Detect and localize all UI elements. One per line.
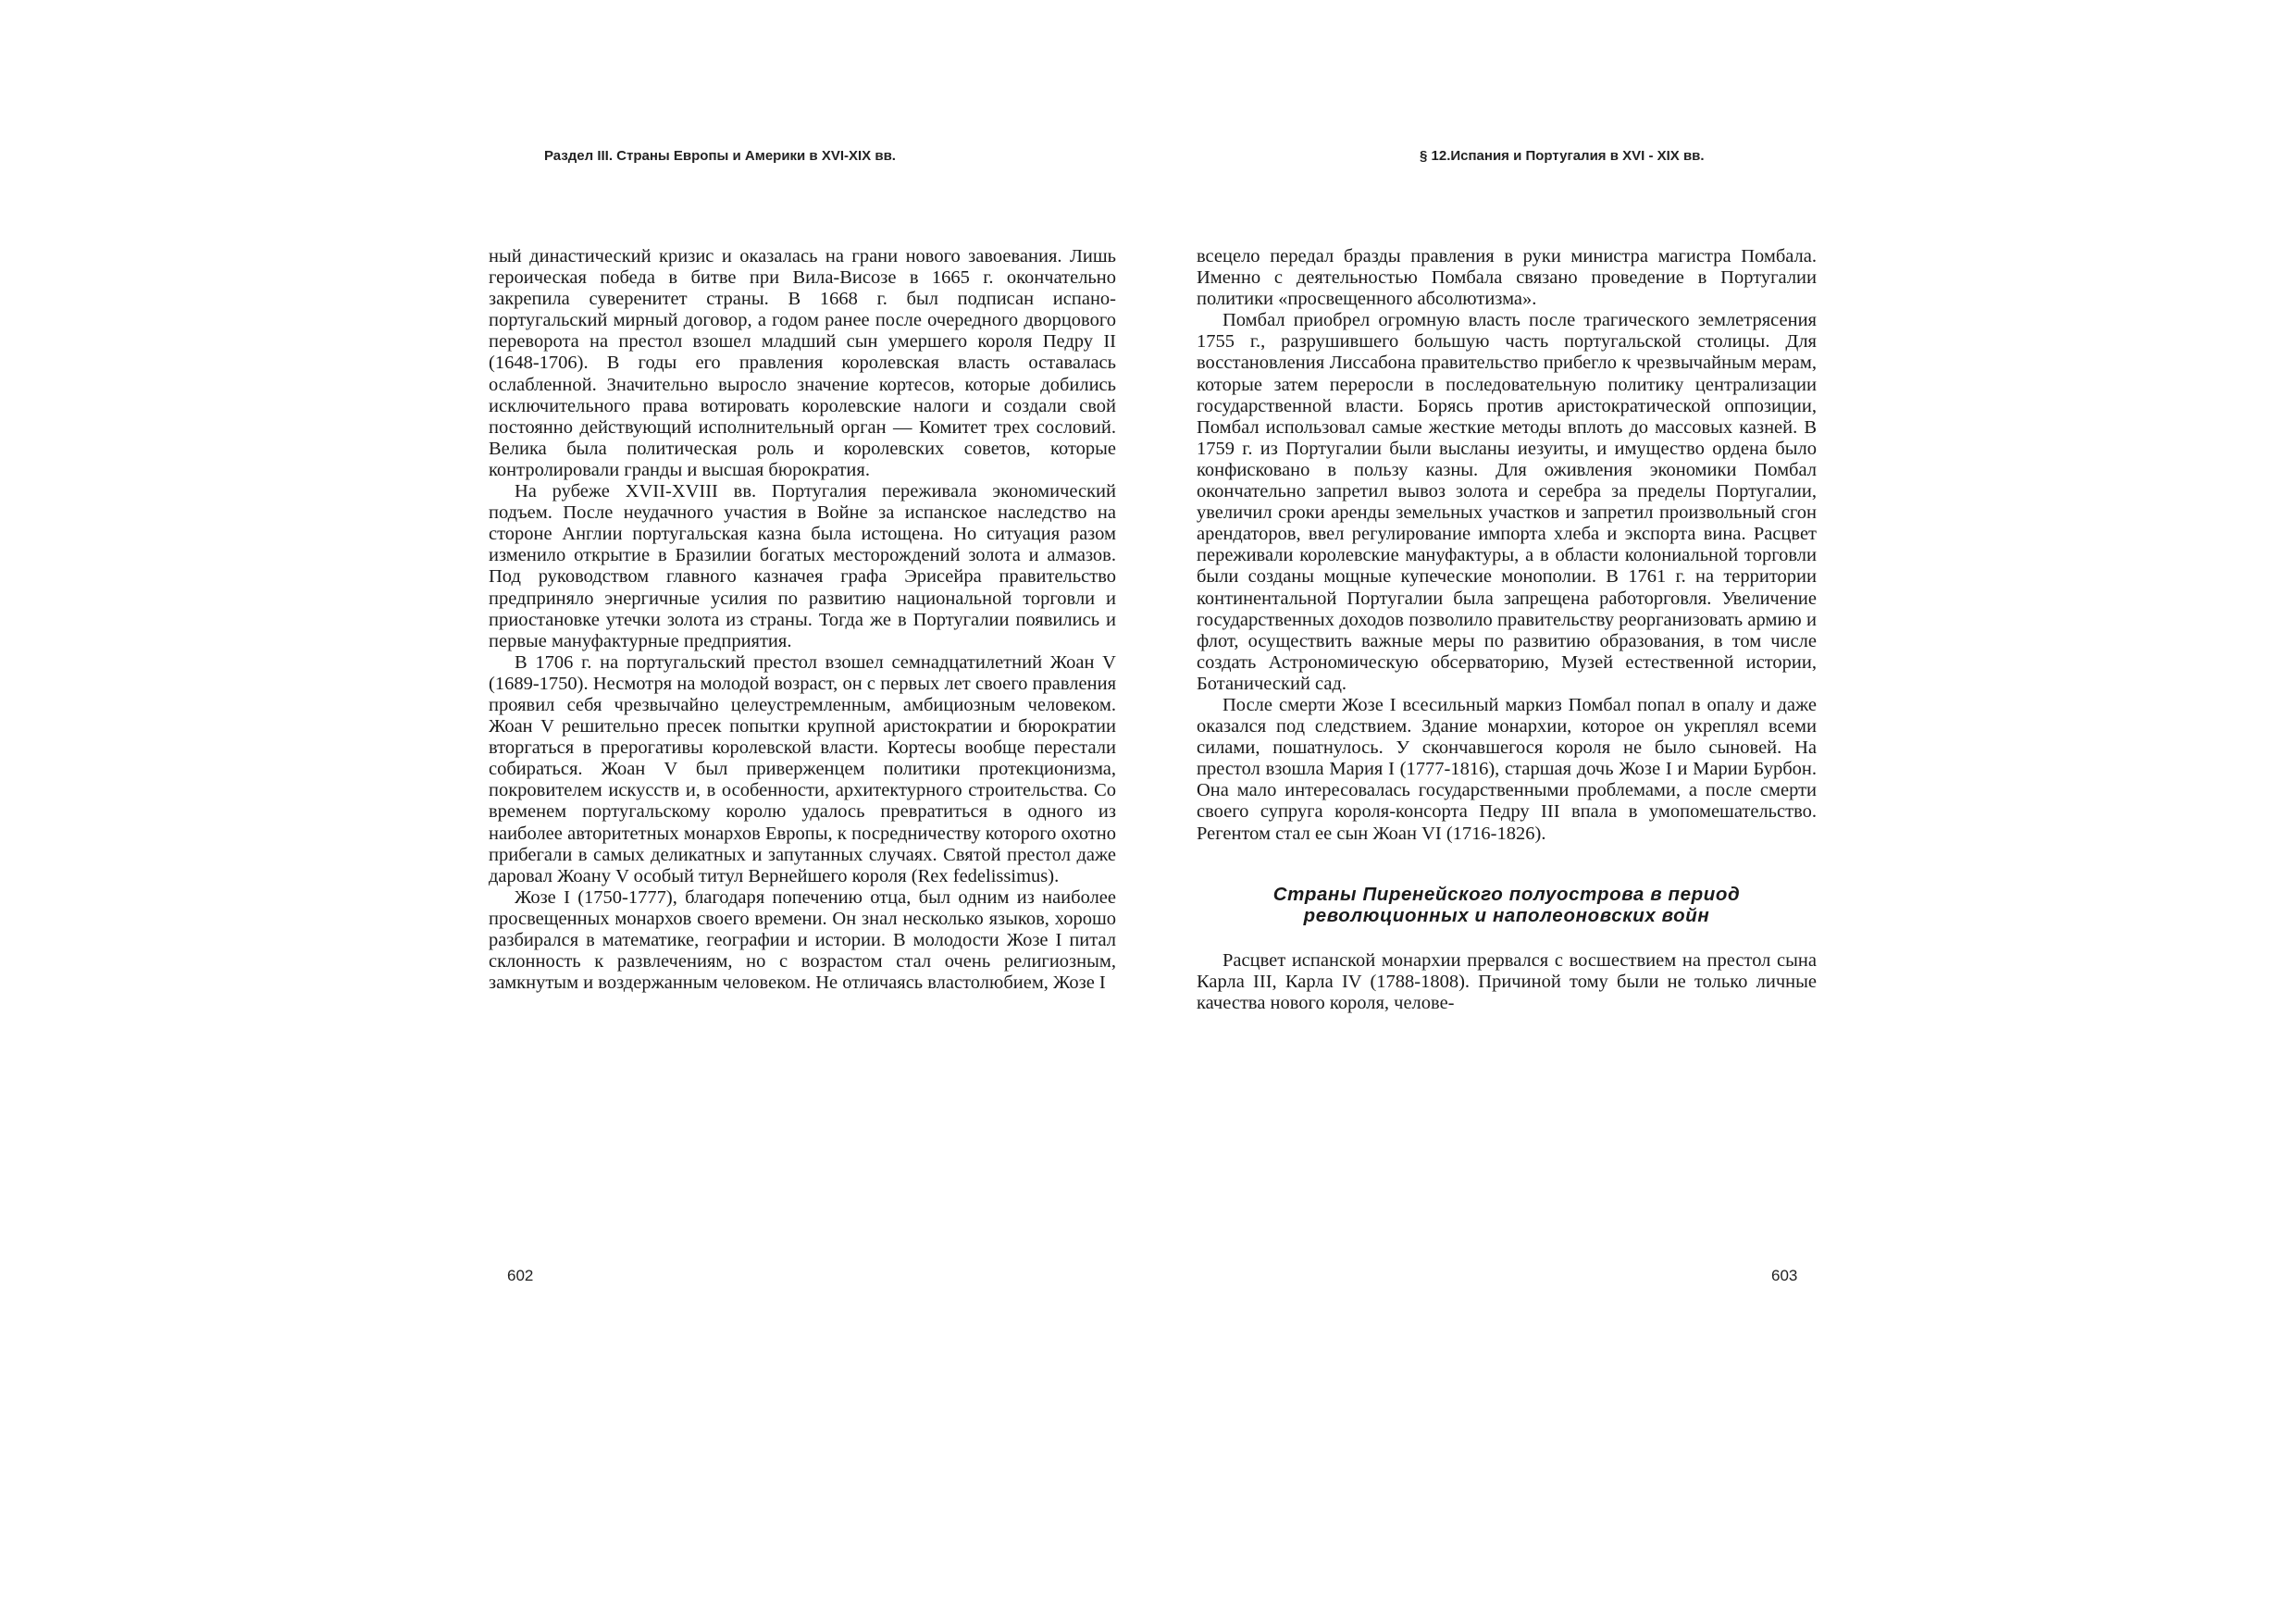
running-header-left: Раздел III. Страны Европы и Америки в XVI-XIX вв.: [544, 148, 896, 164]
section-heading-line: революционных и наполеоновских войн: [1303, 904, 1710, 926]
paragraph: После смерти Жозе I всесильный маркиз Помбал попал в опалу и даже оказался под следствием. Здание монархии, которое он укреплял всеми силами, пошатнулось. У скончавшегося короля не было сыновей. На престол взошла Мария I (1777-1816), старшая дочь Жозе I и Марии Бурбон. Она мало интересовалась государственными проблемами, а после смерти своего супруга короля-консорта Педру III впала в умопомешательство. Регентом стал ее сын Жоан VI (1716-1826).: [1197, 694, 1817, 844]
running-header-right: § 12.Испания и Португалия в XVI - XIX вв.: [1420, 148, 1705, 164]
paragraph: Помбал приобрел огромную власть после трагического землетрясения 1755 г., разрушившего большую часть португальской столицы. Для восстановления Лиссабона правительство прибегло к чрезвычайным мерам, которые затем переросли в последовательную политику централизации государственной власти. Борясь против аристократической оппозиции, Помбал использовал самые жесткие методы вплоть до массовых казней. В 1759 г. из Португалии были высланы иезуиты, и имущество ордена было конфисковано в пользу казны. Для оживления экономики Помбал окончательно запретил вывоз золота и серебра за пределы Португалии, увеличил сроки аренды земельных участков и запретил произвольный сгон арендаторов, ввел регулирование импорта хлеба и экспорта вина. Расцвет переживали королевские мануфактуры, а в области колониальной торговли были созданы мощные купеческие монополии. В 1761 г. на территории континентальной Португалии была запрещена работорговля. Увеличение государственных доходов позволило правительству реорганизовать армию и флот, осуществить важные меры по развитию образования, в том числе создать Астрономическую обсерваторию, Музей естественной истории, Ботанический сад.: [1197, 310, 1817, 694]
section-heading-line: Страны Пиренейского полуострова в период: [1272, 883, 1741, 905]
paragraph: Расцвет испанской монархии прервался с восшествием на престол сына Карла III, Карла IV (1788-1808). Причиной тому были не только личные качества нового короля, челове-: [1197, 949, 1817, 1013]
paragraph: На рубеже XVII-XVIII вв. Португалия переживала экономический подъем. После неудачного участия в Войне за испанское наследство на стороне Англии португальская казна была истощена. Но ситуация разом изменило открытие в Бразилии богатых месторождений золота и алмазов. Под руководством главного казначея графа Эрисейра правительство предприняло энергичные усилия по развитию национальной торговли и приостановке утечки золота из страны. Тогда же в Португалии появились и первые мануфактурные предприятия.: [489, 481, 1116, 651]
left-page-body: [489, 246, 1116, 994]
section-heading: [1197, 884, 1817, 926]
right-page-body: [1197, 246, 1817, 1014]
paragraph: Жозе I (1750-1777), благодаря попечению отца, был одним из наиболее просвещенных монархов своего времени. Он знал несколько языков, хорошо разбирался в математике, географии и истории. В молодости Жозе I питал склонность к развлечениям, но с возрастом стал очень религиозным, замкнутым и воздержанным человеком. Не отличаясь властолюбием, Жозе I: [489, 886, 1116, 994]
page-number-right: 603: [1771, 1267, 1798, 1284]
paragraph: всецело передал бразды правления в руки министра магистра Помбала. Именно с деятельностью Помбала связано проведение в Португалии политики «просвещенного абсолютизма».: [1197, 246, 1817, 310]
page-number-left: 602: [507, 1267, 534, 1284]
paragraph: В 1706 г. на португальский престол взошел семнадцатилетний Жоан V (1689-1750). Несмотря на молодой возраст, он с первых лет своего правления проявил себя чрезвычайно целеустремленным, амбициозным человеком. Жоан V решительно пресек попытки крупной аристократии и бюрократии вторгаться в прерогативы королевской власти. Кортесы вообще перестали собираться. Жоан V был приверженцем политики протекционизма, покровителем искусств и, в особенности, архитектурного строительства. Со временем португальскому королю удалось превратиться в одного из наиболее авторитетных монархов Европы, к посредничеству которого охотно прибегали в самых деликатных и запутанных случаях. Святой престол даже даровал Жоану V особый титул Вернейшего короля (Rex fedelissimus).: [489, 651, 1116, 886]
paragraph: ный династический кризис и оказалась на грани нового завоевания. Лишь героическая победа в битве при Вила-Висозе в 1665 г. окончательно закрепила суверенитет страны. В 1668 г. был подписан испано-португальский мирный договор, а годом ранее после очередного дворцового переворота на престол взошел младший сын умершего короля Педру II (1648-1706). В годы его правления королевская власть оставалась ослабленной. Значительно выросло значение кортесов, которые добились исключительного права вотировать королевские налоги и создали свой постоянно действующий исполнительный орган — Комитет трех сословий. Велика была политическая роль и королевских советов, которые контролировали гранды и высшая бюрократия.: [489, 246, 1116, 480]
